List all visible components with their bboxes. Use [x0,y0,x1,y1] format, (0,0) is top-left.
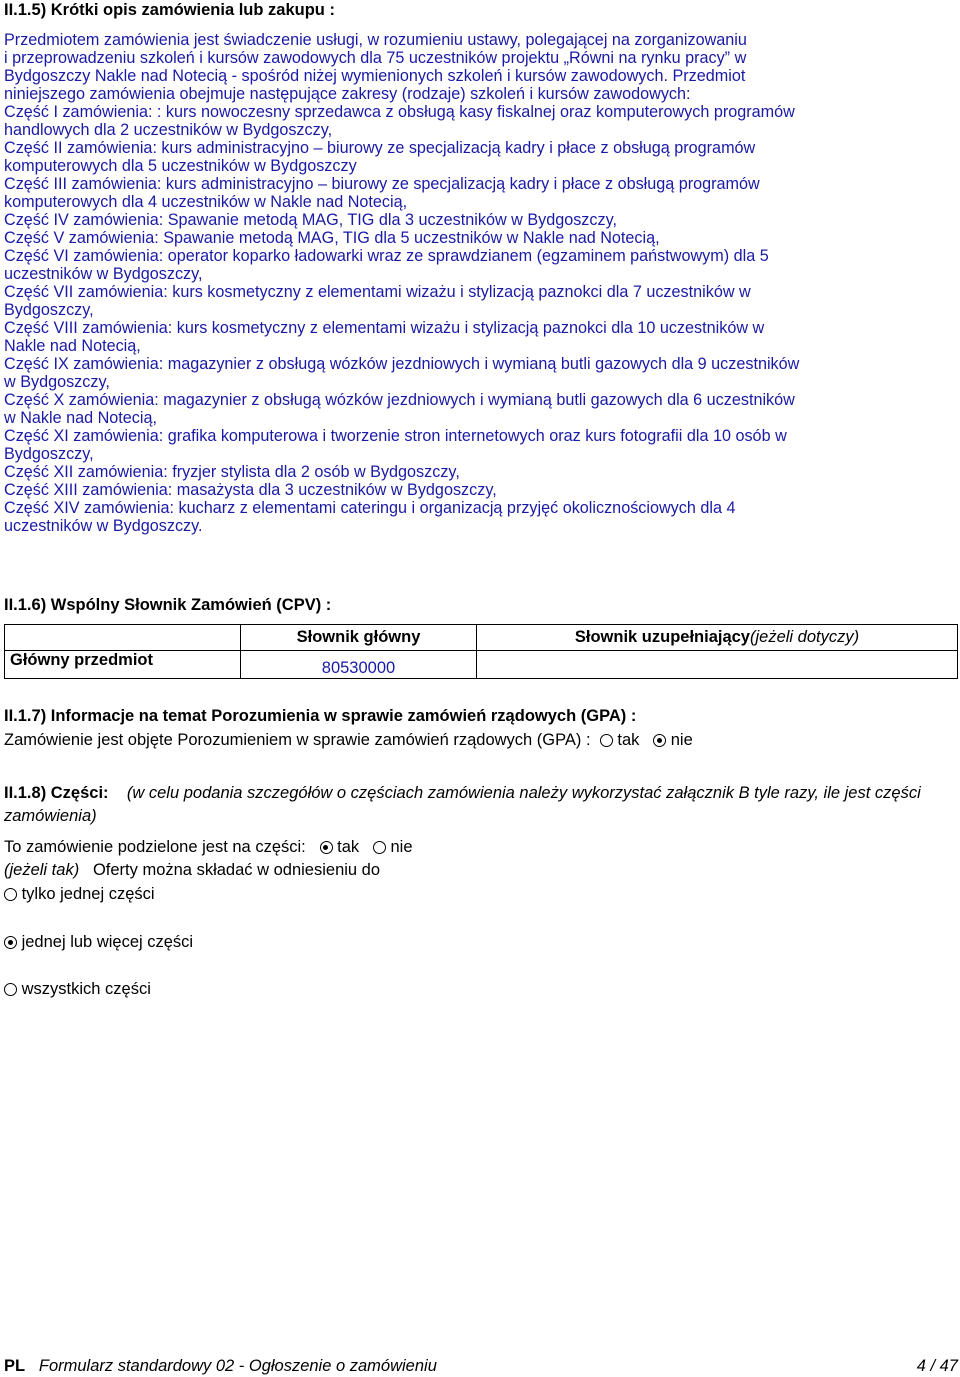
page-footer [4,1357,958,1376]
description-line: uczestników w Bydgoszczy, [4,265,203,283]
divided-no-radio[interactable] [373,841,386,854]
description-line: i przeprowadzeniu szkoleń i kursów zawodowych dla 75 uczestników projektu „Równi na rynku pracy” w [4,49,747,67]
description-line: komputerowych dla 4 uczestników w Nakle nad Notecią, [4,193,408,211]
description-line: Część II zamówienia: kurs administracyjno – biurowy ze specjalizacją kadry i płace z obsługą programów [4,139,756,157]
section-1-8-note: (w celu podania szczegółów o częściach zamówienia należy wykorzystać załącznik B tyle razy, ile jest części zamówienia) [4,784,921,825]
description-line: uczestników w Bydgoszczy. [4,517,203,535]
offer-one-or-more-radio[interactable] [4,936,17,949]
gpa-yes-radio[interactable] [600,734,613,747]
offers-row [4,861,380,880]
footer-form: Formularz standardowy 02 - Ogłoszenie o zamówieniu [38,1357,437,1375]
offers-label: Oferty można składać w odniesieniu do [92,861,381,879]
description-line: Część XIII zamówienia: masażysta dla 3 uczestników w Bydgoszczy, [4,481,497,499]
cpv-supp-header: Słownik uzupełniający(jeżeli dotyczy) [477,625,958,651]
divided-yes-label: tak [337,838,360,856]
if-yes-label: (jeżeli tak) [4,861,80,879]
divided-yes-radio[interactable] [320,841,333,854]
offer-option-one-or-more [4,933,193,952]
footer-page-number: 4 / 47 [916,1357,958,1375]
description-line: w Nakle nad Notecią, [4,409,157,427]
gpa-no-radio[interactable] [653,734,666,747]
gpa-yes-label: tak [617,731,640,749]
description-line: Część VII zamówienia: kurs kosmetyczny z elementami wizażu i stylizacją paznokci dla 7 uczestników w [4,283,751,301]
description-line: Część X zamówienia: magazynier z obsługą wózków jezdniowych i wymianą butli gazowych dla 6 uczestników [4,391,795,409]
section-1-7-title: II.1.7) Informacje na temat Porozumienia w sprawie zamówień rządowych (GPA) : [4,707,637,725]
divided-no-label: nie [390,838,413,856]
footer-lang: PL [4,1357,26,1375]
offer-all-label: wszystkich części [21,980,151,998]
description-line: Część XI zamówienia: grafika komputerowa i tworzenie stron internetowych oraz kurs fotografii dla 10 osób w [4,427,787,445]
offer-option-all [4,980,151,999]
offer-one-radio[interactable] [4,888,17,901]
divided-question: To zamówienie podzielone jest na części: [4,838,306,856]
section-1-5-title: II.1.5) Krótki opis zamówienia lub zakupu : [4,1,335,19]
description-line: handlowych dla 2 uczestników w Bydgoszczy, [4,121,333,139]
description-line: Część III zamówienia: kurs administracyjno – biurowy ze specjalizacją kadry i płace z obsługą programów [4,175,760,193]
offer-one-or-more-label: jednej lub więcej części [21,933,194,951]
description-line: niniejszego zamówienia obejmuje następujące zakresy (rodzaje) szkoleń i kursów zawodowych: [4,85,691,103]
cpv-empty-cell [5,625,241,651]
gpa-question-row [4,731,693,750]
description-line: Bydgoszczy, [4,445,94,463]
description-line: Część I zamówienia: : kurs nowoczesny sprzedawca z obsługą kasy fiskalnej oraz komputerowych programów [4,103,795,121]
section-1-6-title: II.1.6) Wspólny Słownik Zamówień (CPV) : [4,596,332,614]
offer-option-one [4,885,155,904]
section-1-8-title: II.1.8) Części: [4,784,109,802]
cpv-main-code: 80530000 [241,651,477,679]
description-line: Bydgoszczy Nakle nad Notecią - spośród niżej wymienionych szkoleń i kursów zawodowych. Przedmiot [4,67,746,85]
gpa-question: Zamówienie jest objęte Porozumieniem w sprawie zamówień rządowych (GPA) : [4,731,591,749]
gpa-no-label: nie [670,731,693,749]
cpv-supp-code [477,651,958,679]
section-1-8-heading [4,782,956,828]
description-line: Część XII zamówienia: fryzjer stylista dla 2 osób w Bydgoszczy, [4,463,460,481]
description-line: w Bydgoszczy, [4,373,110,391]
description-line: Część VIII zamówienia: kurs kosmetyczny z elementami wizażu i stylizacją paznokci dla 10 uczestników w [4,319,765,337]
short-description [4,31,954,535]
description-line: Przedmiotem zamówienia jest świadczenie usługi, w rozumieniu ustawy, polegającej na zorganizowaniu [4,31,747,49]
description-line: Część XIV zamówienia: kucharz z elementami cateringu i organizacją przyjęć okolicznościowych dla 4 [4,499,736,517]
offer-all-radio[interactable] [4,983,17,996]
description-line: Część IX zamówienia: magazynier z obsługą wózków jezdniowych i wymianą butli gazowych dla 9 uczestników [4,355,800,373]
cpv-row-label: Główny przedmiot [5,651,241,679]
description-line: komputerowych dla 5 uczestników w Bydgoszczy [4,157,357,175]
description-line: Bydgoszczy, [4,301,94,319]
description-line: Część V zamówienia: Spawanie metodą MAG, TIG dla 5 uczestników w Nakle nad Notecią, [4,229,660,247]
description-line: Nakle nad Notecią, [4,337,141,355]
offer-one-label: tylko jednej części [21,885,155,903]
cpv-table [4,624,958,679]
cpv-main-header: Słownik główny [241,625,477,651]
description-line: Część VI zamówienia: operator koparko ładowarki wraz ze sprawdzianem (egzaminem państwowym) dla 5 [4,247,769,265]
description-line: Część IV zamówienia: Spawanie metodą MAG, TIG dla 3 uczestników w Bydgoszczy, [4,211,617,229]
divided-row [4,838,413,857]
